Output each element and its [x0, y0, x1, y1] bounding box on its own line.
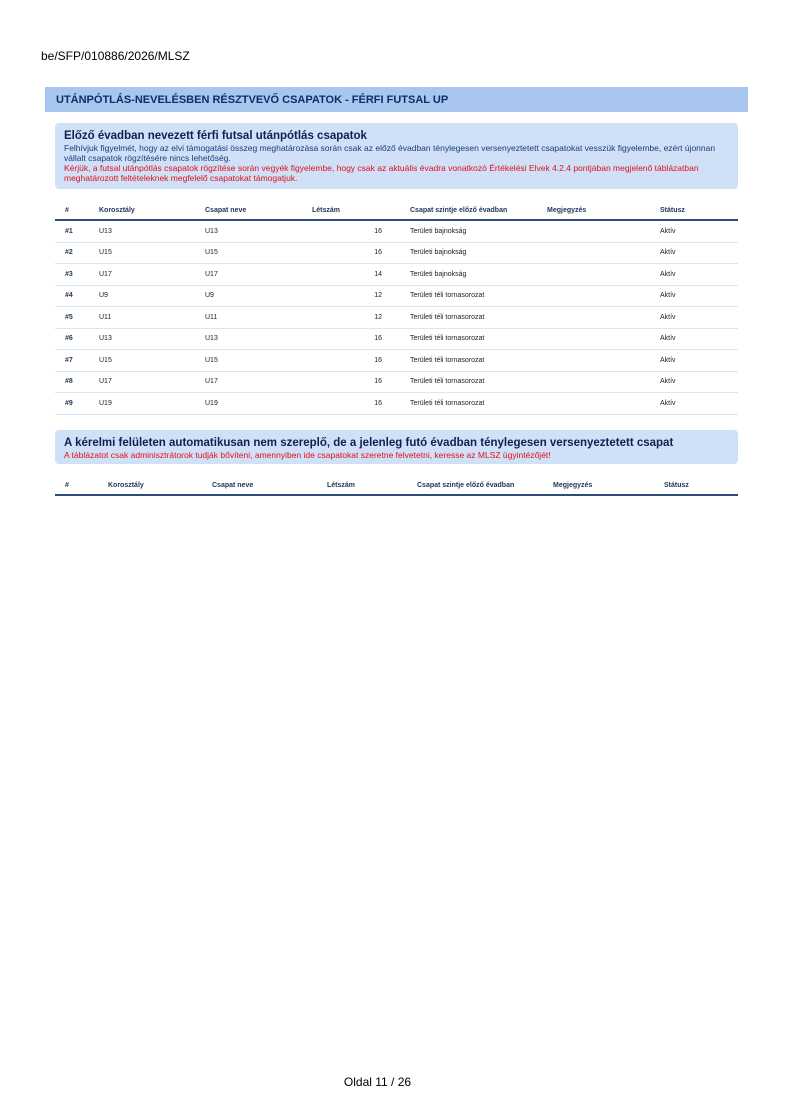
- cell-number: #4: [55, 285, 89, 307]
- cell-level: Területi téli tornasorozat: [400, 350, 537, 372]
- table-row: [55, 393, 738, 415]
- table-row: [55, 220, 738, 242]
- col-header-headcount: Létszám: [302, 201, 400, 220]
- cell-status: Aktív: [650, 393, 738, 415]
- table-row: [55, 285, 738, 307]
- col-header-level: Csapat szintje előző évadban: [407, 476, 543, 495]
- cell-age-group: U17: [89, 264, 195, 286]
- cell-status: Aktív: [650, 328, 738, 350]
- cell-level: Területi bajnokság: [400, 242, 537, 264]
- cell-status: Aktív: [650, 242, 738, 264]
- cell-status: Aktív: [650, 220, 738, 242]
- cell-team-name: U13: [195, 220, 302, 242]
- cell-note: [537, 220, 650, 242]
- previous-season-info-box: [55, 123, 738, 189]
- cell-team-name: U11: [195, 307, 302, 329]
- cell-age-group: U13: [89, 328, 195, 350]
- cell-status: Aktív: [650, 371, 738, 393]
- cell-note: [537, 242, 650, 264]
- cell-age-group: U11: [89, 307, 195, 329]
- cell-headcount: 12: [302, 285, 400, 307]
- cell-level: Területi téli tornasorozat: [400, 285, 537, 307]
- cell-level: Területi téli tornasorozat: [400, 393, 537, 415]
- section-title-bar: UTÁNPÓTLÁS-NEVELÉSBEN RÉSZTVEVŐ CSAPATOK - FÉRFI FUTSAL UP: [45, 87, 748, 112]
- col-header-note: Megjegyzés: [543, 476, 654, 495]
- table-row: [55, 350, 738, 372]
- cell-number: #1: [55, 220, 89, 242]
- current-season-teams-table: [55, 476, 738, 496]
- cell-headcount: 14: [302, 264, 400, 286]
- cell-headcount: 16: [302, 242, 400, 264]
- col-header-headcount: Létszám: [317, 476, 407, 495]
- col-header-age-group: Korosztály: [89, 201, 195, 220]
- cell-team-name: U13: [195, 328, 302, 350]
- col-header-team-name: Csapat neve: [202, 476, 317, 495]
- cell-level: Területi téli tornasorozat: [400, 328, 537, 350]
- cell-age-group: U13: [89, 220, 195, 242]
- col-header-status: Státusz: [650, 201, 738, 220]
- cell-age-group: U17: [89, 371, 195, 393]
- cell-headcount: 16: [302, 371, 400, 393]
- table-header-row: [55, 476, 738, 495]
- cell-headcount: 16: [302, 393, 400, 415]
- cell-age-group: U15: [89, 350, 195, 372]
- cell-note: [537, 328, 650, 350]
- info-note-blue: Felhívjuk figyelmét, hogy az elvi támogatási összeg meghatározása során csak az előző évadban ténylegesen versenyeztetett csapatokat vesszük figyelembe, ezért újonnan vállalt csapatok rögzítésére nincs lehetőség.: [64, 143, 716, 163]
- col-header-level: Csapat szintje előző évadban: [400, 201, 537, 220]
- previous-season-teams-table: [55, 201, 738, 415]
- table-row: [55, 328, 738, 350]
- current-season-info-box: [55, 430, 738, 464]
- cell-number: #3: [55, 264, 89, 286]
- cell-team-name: U17: [195, 264, 302, 286]
- cell-note: [537, 350, 650, 372]
- cell-level: Területi bajnokság: [400, 264, 537, 286]
- col-header-status: Státusz: [654, 476, 738, 495]
- cell-level: Területi bajnokság: [400, 220, 537, 242]
- table-row: [55, 371, 738, 393]
- info-box-title: Előző évadban nevezett férfi futsal utánpótlás csapatok: [64, 130, 367, 142]
- cell-headcount: 16: [302, 220, 400, 242]
- col-header-team-name: Csapat neve: [195, 201, 302, 220]
- table-header-row: [55, 201, 738, 220]
- page-number: Oldal 11 / 26: [343, 1075, 412, 1089]
- cell-note: [537, 393, 650, 415]
- cell-age-group: U9: [89, 285, 195, 307]
- cell-status: Aktív: [650, 264, 738, 286]
- document-reference: be/SFP/010886/2026/MLSZ: [41, 49, 190, 63]
- cell-status: Aktív: [650, 350, 738, 372]
- cell-number: #6: [55, 328, 89, 350]
- cell-headcount: 16: [302, 328, 400, 350]
- col-header-note: Megjegyzés: [537, 201, 650, 220]
- col-header-age-group: Korosztály: [98, 476, 202, 495]
- cell-number: #9: [55, 393, 89, 415]
- cell-age-group: U19: [89, 393, 195, 415]
- cell-level: Területi téli tornasorozat: [400, 371, 537, 393]
- table-row: [55, 242, 738, 264]
- cell-number: #2: [55, 242, 89, 264]
- table-row: [55, 264, 738, 286]
- cell-note: [537, 371, 650, 393]
- cell-level: Területi téli tornasorozat: [400, 307, 537, 329]
- info-note-red: Kérjük, a futsal utánpótlás csapatok rögzítése során vegyék figyelembe, hogy csak az aktuális évadra vonatkozó Értékelési Elvek 4.2.4 pontjában megjelenő táblázatban meghatározott feltételeknek megfelelő csapatokat támogatjuk.: [64, 163, 699, 183]
- col-header-number: #: [55, 201, 89, 220]
- cell-note: [537, 285, 650, 307]
- col-header-number: #: [55, 476, 98, 495]
- cell-number: #8: [55, 371, 89, 393]
- cell-team-name: U15: [195, 350, 302, 372]
- cell-number: #7: [55, 350, 89, 372]
- cell-team-name: U17: [195, 371, 302, 393]
- cell-headcount: 12: [302, 307, 400, 329]
- table-row: [55, 307, 738, 329]
- cell-age-group: U15: [89, 242, 195, 264]
- cell-team-name: U9: [195, 285, 302, 307]
- cell-team-name: U19: [195, 393, 302, 415]
- info-box-title: A kérelmi felületen automatikusan nem szereplő, de a jelenleg futó évadban ténylegesen versenyeztetett csapat: [64, 437, 674, 449]
- cell-note: [537, 307, 650, 329]
- cell-headcount: 16: [302, 350, 400, 372]
- cell-number: #5: [55, 307, 89, 329]
- cell-team-name: U15: [195, 242, 302, 264]
- cell-status: Aktív: [650, 285, 738, 307]
- cell-status: Aktív: [650, 307, 738, 329]
- cell-note: [537, 264, 650, 286]
- info-note-red: A táblázatot csak adminisztrátorok tudják bővíteni, amennyiben ide csapatokat szeretne felvetetni, keresse az MLSZ ügyintézőjét!: [64, 450, 551, 460]
